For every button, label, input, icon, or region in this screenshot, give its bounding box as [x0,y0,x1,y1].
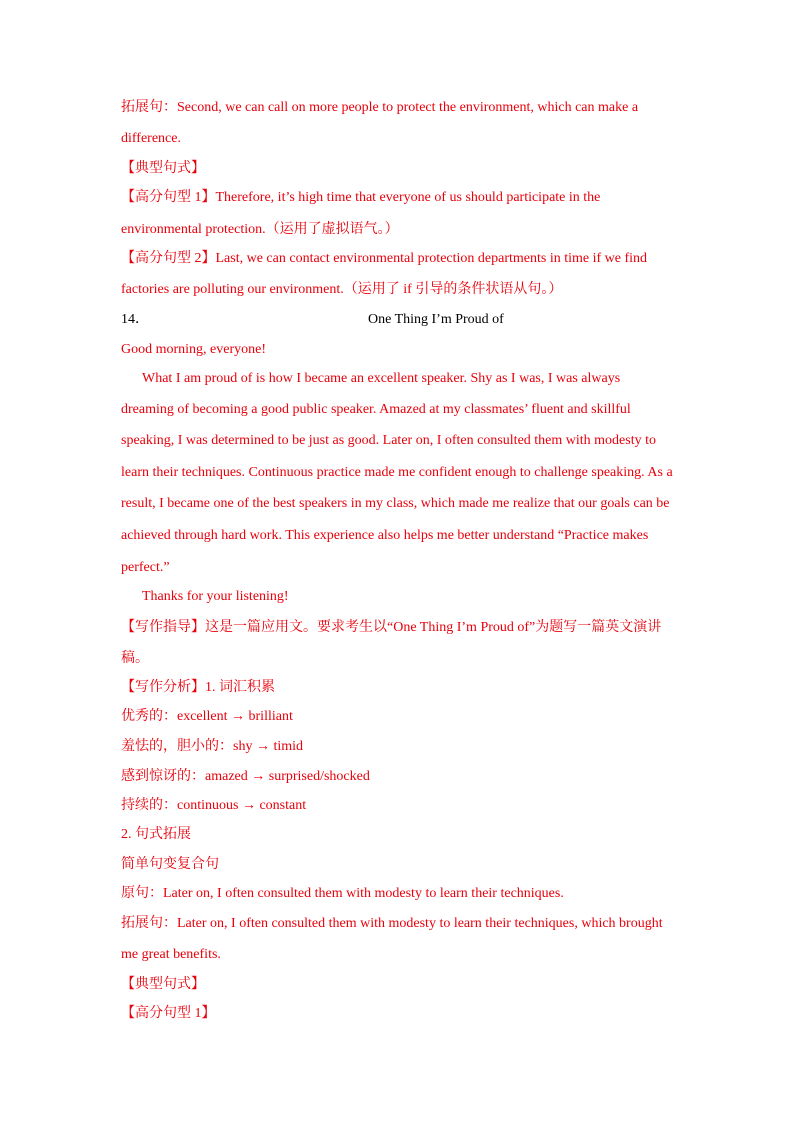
text-line: achieved through hard work. This experience also helps me better understand “Practice makes [121,528,649,543]
section-heading: 【典型句式】 [121,161,205,176]
text-line: me great benefits. [121,947,221,962]
text-line: 感到惊讶的：amazed → surprised/shocked [121,769,370,784]
text-line: result, I became one of the best speakers in my class, which made me realize that our goals can be [121,496,670,511]
text-line: 原句：Later on, I often consulted them with modesty to learn their techniques. [121,886,564,901]
text-line: 优秀的：excellent → brilliant [121,709,293,724]
text-line: perfect.” [121,560,170,575]
text-line: 拓展句：Second, we can call on more people to protect the environment, which can make a [121,100,639,115]
text-line: Thanks for your listening! [142,589,289,604]
text-line: 简单句变复合句 [121,857,219,872]
text-line: 拓展句：Later on, I often consulted them with modesty to learn their techniques, which brought [121,916,663,931]
text-line: 【高分句型 1】 [121,1006,216,1021]
text-line: environmental protection.（运用了虚拟语气。） [121,222,399,237]
text-line: dreaming of becoming a good public speaker. Amazed at my classmates’ fluent and skillful [121,402,631,417]
text-line: difference. [121,131,181,146]
text-line: 【高分句型 1】Therefore, it’s high time that everyone of us should participate in the [121,190,601,205]
text-line: learn their techniques. Continuous practice made me confident enough to challenge speaking. As a [121,465,673,480]
text-line: 持续的：continuous → constant [121,798,307,813]
text-line: Good morning, everyone! [121,342,267,357]
text-line: 【写作指导】这是一篇应用文。要求考生以“One Thing I’m Proud of”为题写一篇英文演讲 [121,620,662,635]
text-line: 稿。 [121,651,149,666]
text-line: 2. 句式拓展 [121,827,191,842]
text-line: 【高分句型 2】Last, we can contact environmental protection departments in time if we find [121,251,648,266]
text-line: What I am proud of is how I became an excellent speaker. Shy as I was, I was always [142,371,621,386]
essay-title: One Thing I’m Proud of [368,312,504,327]
text-line: speaking, I was determined to be just as good. Later on, I often consulted them with modesty to [121,433,656,448]
section-heading: 【典型句式】 [121,977,205,992]
question-number: 14． [121,312,149,327]
text-line: 羞怯的，胆小的：shy → timid [121,739,304,754]
text-line: factories are polluting our environment.（运用了 if 引导的条件状语从句。） [121,282,563,297]
text-line: 【写作分析】1. 词汇积累 [121,680,275,695]
